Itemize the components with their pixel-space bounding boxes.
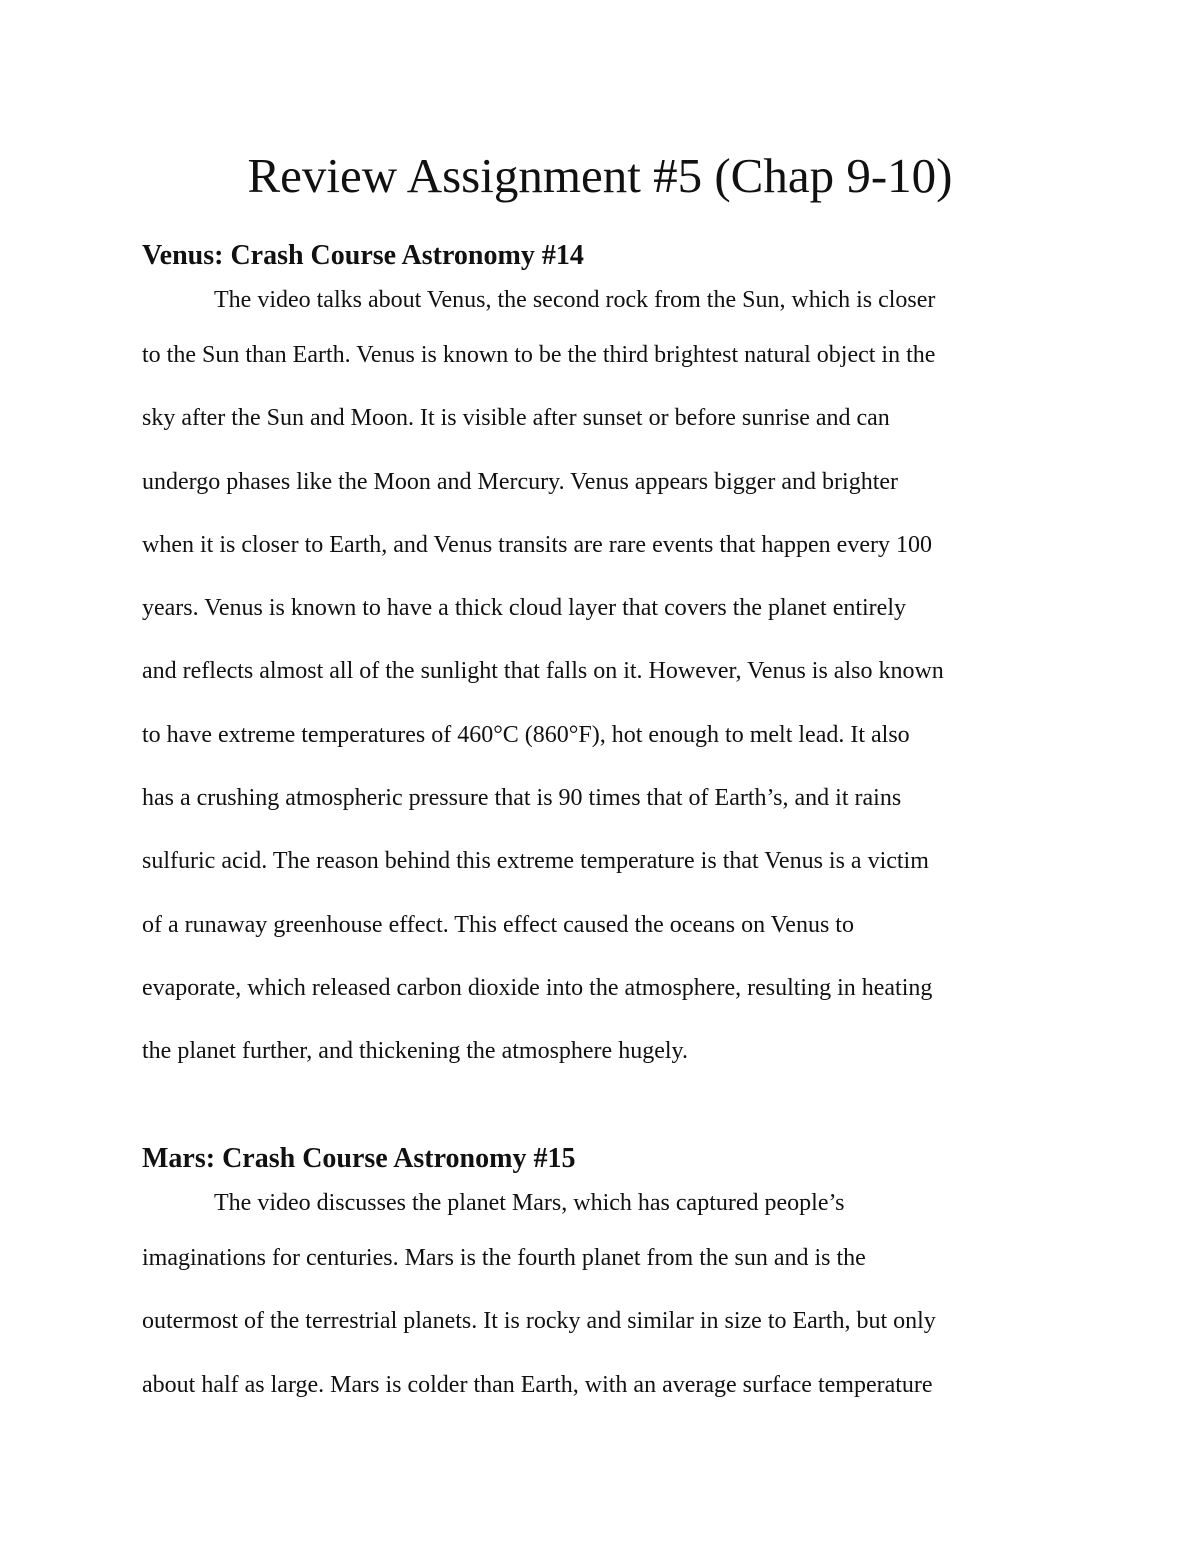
paragraph-line: to the Sun than Earth. Venus is known to be the third brightest natural object in the (142, 342, 936, 368)
paragraph-line: years. Venus is known to have a thick cloud layer that covers the planet entirely (142, 595, 906, 622)
paragraph-line: The video discusses the planet Mars, which has captured people’s (214, 1190, 845, 1216)
section-venus (142, 236, 1072, 1084)
page-title: Review Assignment #5 (Chap 9-10) (247, 148, 953, 203)
section-heading: Venus: Crash Course Astronomy #14 (142, 240, 584, 271)
paragraph-line: outermost of the terrestrial planets. It is rocky and similar in size to Earth, but only (142, 1308, 936, 1335)
paragraph-line: of a runaway greenhouse effect. This effect caused the oceans on Venus to (142, 911, 854, 938)
paragraph-line: about half as large. Mars is colder than Earth, with an average surface temperature (142, 1371, 933, 1398)
paragraph-line: undergo phases like the Moon and Mercury. Venus appears bigger and brighter (142, 468, 899, 495)
paragraph-line: the planet further, and thickening the atmosphere hugely. (142, 1038, 688, 1065)
paragraph-line: has a crushing atmospheric pressure that is 90 times that of Earth’s, and it rains (142, 785, 902, 812)
paragraph-line: sky after the Sun and Moon. It is visible after sunset or before sunrise and can (142, 405, 890, 432)
paragraph-line: imaginations for centuries. Mars is the fourth planet from the sun and is the (142, 1245, 866, 1271)
paragraph-line: when it is closer to Earth, and Venus transits are rare events that happen every 100 (142, 531, 932, 558)
paragraph-line: The video talks about Venus, the second rock from the Sun, which is closer (214, 287, 936, 313)
paragraph-line: and reflects almost all of the sunlight that falls on it. However, Venus is also known (142, 658, 944, 685)
section-heading: Mars: Crash Course Astronomy #15 (142, 1143, 576, 1174)
paragraph-line: evaporate, which released carbon dioxide into the atmosphere, resulting in heating (142, 974, 933, 1001)
paragraph-line: sulfuric acid. The reason behind this extreme temperature is that Venus is a victim (142, 848, 929, 875)
paragraph-line: to have extreme temperatures of 460°C (860°F), hot enough to melt lead. It also (142, 721, 910, 748)
section-mars (142, 1139, 1072, 1417)
